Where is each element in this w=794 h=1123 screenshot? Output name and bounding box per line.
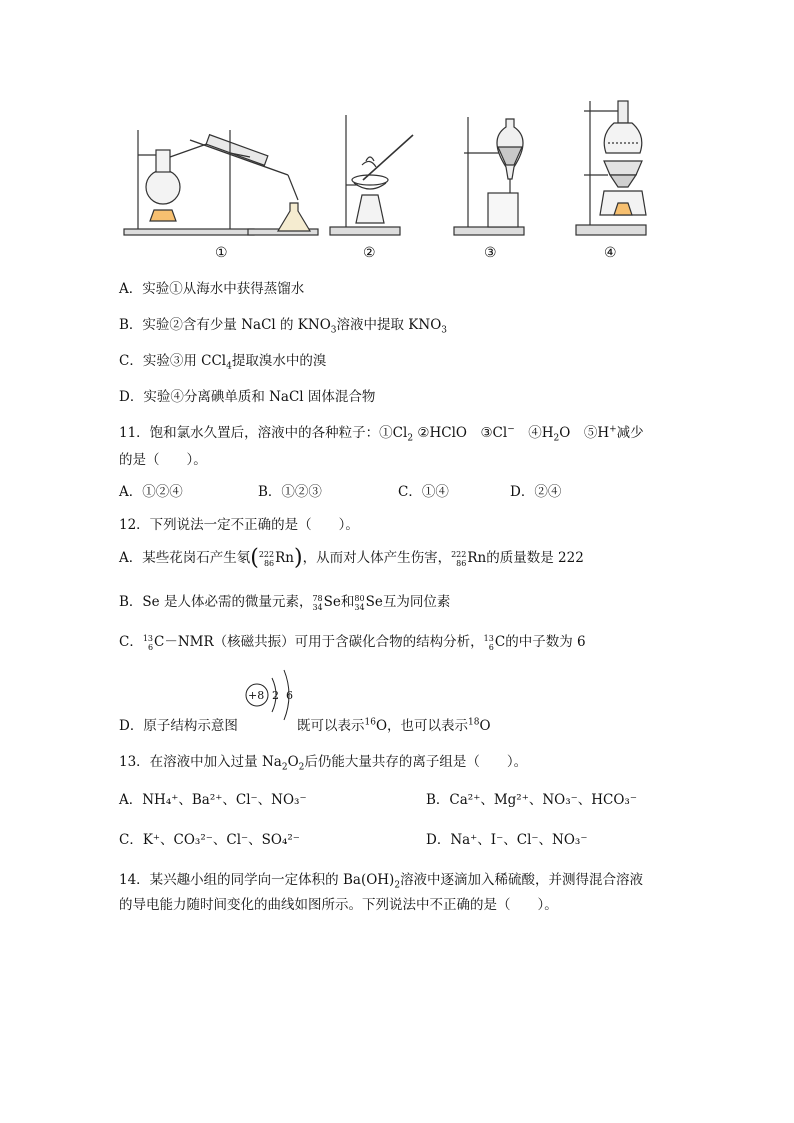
c-symbol: C (494, 634, 506, 650)
q11-stem-line2: 的是（ ）。 (119, 452, 207, 468)
q13-stem-text: 13．在溶液中加入过量 Na (119, 754, 282, 770)
q12-option-d-text-2: ，也可以表示 (387, 718, 469, 734)
rn-nuclide-numbers-2: 222 86 (451, 549, 467, 568)
separatory-funnel-apparatus (454, 117, 524, 235)
q12-option-d-text: 既可以表示 (297, 718, 365, 734)
o16-mass: 16 (364, 717, 376, 728)
q11-hclo-text: ②HClO ③Cl (417, 425, 508, 441)
subscript: 2 (394, 880, 401, 891)
apparatus-label-4: ④ (604, 245, 617, 261)
q12-option-a (119, 545, 584, 571)
q11-option-c: C．①④ (398, 484, 449, 500)
q10-option-c-text-2: 提取溴水中的溴 (231, 353, 327, 369)
q10-option-b-text: B．实验②含有少量 NaCl 的 KNO (119, 317, 331, 333)
q12-option-d (119, 714, 238, 734)
shell-1-electrons: 2 (272, 689, 279, 702)
rn-nuclide-numbers: 222 86 (258, 549, 275, 568)
apparatus-label-1: ① (215, 245, 228, 261)
oh-group: (OH) (360, 872, 395, 888)
q10-option-c-text: C．实验③用 CCl (119, 353, 227, 369)
q14-stem-post: 溶液中逐滴加入稀硫酸，并测得混合溶液 (400, 872, 644, 888)
nucleus-charge: +8 (248, 689, 265, 702)
o18-mass: 18 (468, 717, 480, 728)
q12-option-c-post: 的中子数为 6 (505, 634, 586, 650)
q11-option-d: D．②④ (510, 484, 562, 500)
o-symbol: O (375, 718, 388, 734)
q13-option-a: A．NH₄⁺、Ba²⁺、Cl⁻、NO₃⁻ (119, 792, 307, 808)
q12-option-a-text: A．某些花岗石产生氡 (119, 550, 251, 566)
q12-option-b (119, 590, 450, 612)
sublimation-apparatus (576, 101, 646, 235)
rn-symbol-2: Rn (467, 550, 487, 566)
q11-stem-text: 11．饱和氯水久置后，溶液中的各种粒子：①Cl (119, 425, 408, 441)
evaporation-apparatus (330, 115, 413, 235)
o-symbol-2: O (479, 718, 491, 734)
apparatus-label-2: ② (363, 245, 376, 261)
and-text: 和 (340, 594, 355, 610)
q13-stem (119, 750, 528, 773)
q11-stem (119, 421, 644, 444)
paren-open: ( (250, 545, 259, 571)
q14-stem-line2: 的导电能力随时间变化的曲线如图所示。下列说法中不正确的是（ ）。 (119, 897, 558, 913)
q13-option-b: B．Ca²⁺、Mg²⁺、NO₃⁻、HCO₃⁻ (426, 792, 637, 808)
se-symbol-2: Se (365, 594, 383, 610)
q12-option-c-text: C－NMR（核磁共振）可用于含碳化合物的结构分析， (154, 634, 484, 650)
subscript: 4 (226, 361, 232, 372)
q12-option-b-text: B．Se 是人体必需的微量元素， (119, 594, 313, 610)
q14-stem (119, 868, 644, 891)
q11-stem-end: 减少 (616, 425, 644, 441)
paren-close: ) (293, 545, 303, 571)
q12-option-d-rest (297, 714, 491, 734)
q14-stem-text: 14．某兴趣小组的同学向一定体积的 Ba (119, 872, 361, 888)
c13-nuclide-numbers-2: 13 6 (483, 633, 494, 652)
se-symbol: Se (323, 594, 341, 610)
superscript: + (609, 424, 617, 435)
se80-nuclide-numbers: 80 34 (354, 593, 365, 612)
subscript: 3 (330, 325, 337, 336)
q12-option-a-mid: ，从而对人体产生伤害， (302, 550, 452, 566)
subscript: 3 (441, 325, 448, 336)
q11-h2o-text: ④H (514, 425, 554, 441)
subscript: 2 (407, 433, 414, 444)
subscript: 2 (298, 762, 305, 773)
subscript: 2 (553, 433, 560, 444)
q10-option-b-text-2: 溶液中提取 KNO (336, 317, 442, 333)
q10-option-d: D．实验④分离碘单质和 NaCl 固体混合物 (119, 389, 376, 405)
q11-option-b: B．①②③ (258, 484, 322, 500)
q12-option-d-label: D．原子结构示意图 (119, 718, 238, 734)
apparatus-figure (118, 95, 658, 265)
q12-stem: 12．下列说法一定不正确的是（ ）。 (119, 517, 359, 533)
distillation-apparatus (124, 130, 318, 235)
q11-h-text: O ⑤H (559, 425, 610, 441)
rn-symbol: Rn (275, 550, 294, 566)
shell-2-electrons: 6 (286, 689, 293, 702)
q13-stem-post: 后仍能大量共存的离子组是（ ）。 (304, 754, 528, 770)
se78-nuclide-numbers: 78 34 (312, 593, 323, 612)
subscript: 2 (281, 762, 288, 773)
o-symbol: O (287, 754, 299, 770)
superscript: − (507, 424, 515, 435)
apparatus-label-3: ③ (484, 245, 497, 261)
q12-option-a-post: 的质量数是 222 (486, 550, 584, 566)
c13-nuclide-numbers: 13 6 (142, 633, 154, 652)
q12-option-c-label: C． (119, 634, 143, 650)
q10-option-a: A．实验①从海水中获得蒸馏水 (119, 281, 305, 297)
q13-option-c: C．K⁺、CO₃²⁻、Cl⁻、SO₄²⁻ (119, 832, 300, 848)
atom-structure-diagram (244, 664, 300, 724)
q12-option-b-post: 互为同位素 (382, 594, 451, 610)
q12-option-c (119, 630, 586, 652)
q13-option-d: D．Na⁺、I⁻、Cl⁻、NO₃⁻ (426, 832, 588, 848)
q11-option-a: A．①②④ (119, 484, 183, 500)
q10-option-c (119, 349, 327, 372)
q10-option-b (119, 313, 448, 336)
